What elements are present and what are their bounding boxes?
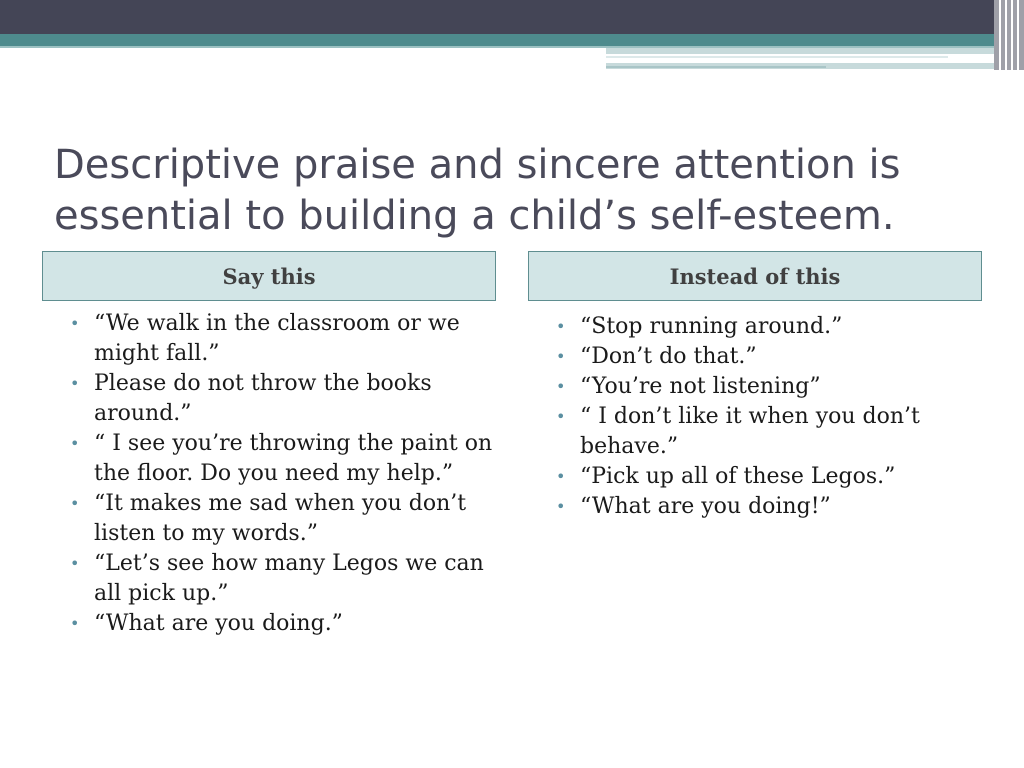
list-item-text: Please do not throw the books around.”: [94, 371, 432, 426]
list-item-text: “It makes me sad when you don’t listen to my words.”: [94, 491, 467, 546]
list-item: [550, 312, 970, 342]
list-item: [64, 369, 494, 429]
bullet-icon: •: [70, 494, 80, 513]
bullet-icon: •: [556, 407, 566, 426]
list-item-text: “ I see you’re throwing the paint on the floor. Do you need my help.”: [94, 431, 493, 486]
instead-of-this-header: [528, 251, 982, 301]
bullet-icon: •: [556, 497, 566, 516]
list-item-text: “Pick up all of these Legos.”: [580, 464, 896, 489]
list-item: [550, 372, 970, 402]
bullet-icon: •: [70, 614, 80, 633]
list-item-text: “We walk in the classroom or we might fall.”: [94, 311, 460, 366]
accent-stripe: [606, 66, 826, 68]
list-item-text: “What are you doing.”: [94, 611, 343, 636]
bullet-icon: •: [556, 347, 566, 366]
list-item-text: “Let’s see how many Legos we can all pick up.”: [94, 551, 484, 606]
bullet-icon: •: [556, 377, 566, 396]
slide-title: Descriptive praise and sincere attention is essential to building a child’s self-esteem.: [54, 142, 901, 239]
list-item-text: “You’re not listening”: [580, 374, 821, 399]
list-item-text: “What are you doing!”: [580, 494, 831, 519]
bullet-icon: •: [70, 434, 80, 453]
list-item: [64, 489, 494, 549]
right-corner-stripes: [994, 0, 1024, 70]
accent-stripe: [606, 48, 1000, 54]
list-item: [64, 549, 494, 609]
bullet-icon: •: [70, 314, 80, 333]
list-item: [64, 309, 494, 369]
list-item-text: “Don’t do that.”: [580, 344, 757, 369]
bullet-icon: •: [70, 554, 80, 573]
list-item: [64, 429, 494, 489]
list-item-text: “Stop running around.”: [580, 314, 843, 339]
say-this-header-label: Say this: [222, 263, 316, 289]
list-item-text: “ I don’t like it when you don’t behave.”: [580, 404, 920, 459]
list-item: [550, 462, 970, 492]
say-this-list: [64, 309, 494, 639]
bullet-icon: •: [556, 317, 566, 336]
list-item: [550, 402, 970, 462]
top-banner-bar: [0, 0, 1024, 34]
list-item: [550, 492, 970, 522]
accent-stripe: [606, 56, 948, 58]
bullet-icon: •: [70, 374, 80, 393]
list-item: [550, 342, 970, 372]
say-this-header: [42, 251, 496, 301]
list-item: [64, 609, 494, 639]
instead-of-this-header-label: Instead of this: [669, 263, 841, 289]
instead-of-this-list: [550, 312, 970, 522]
bullet-icon: •: [556, 467, 566, 486]
